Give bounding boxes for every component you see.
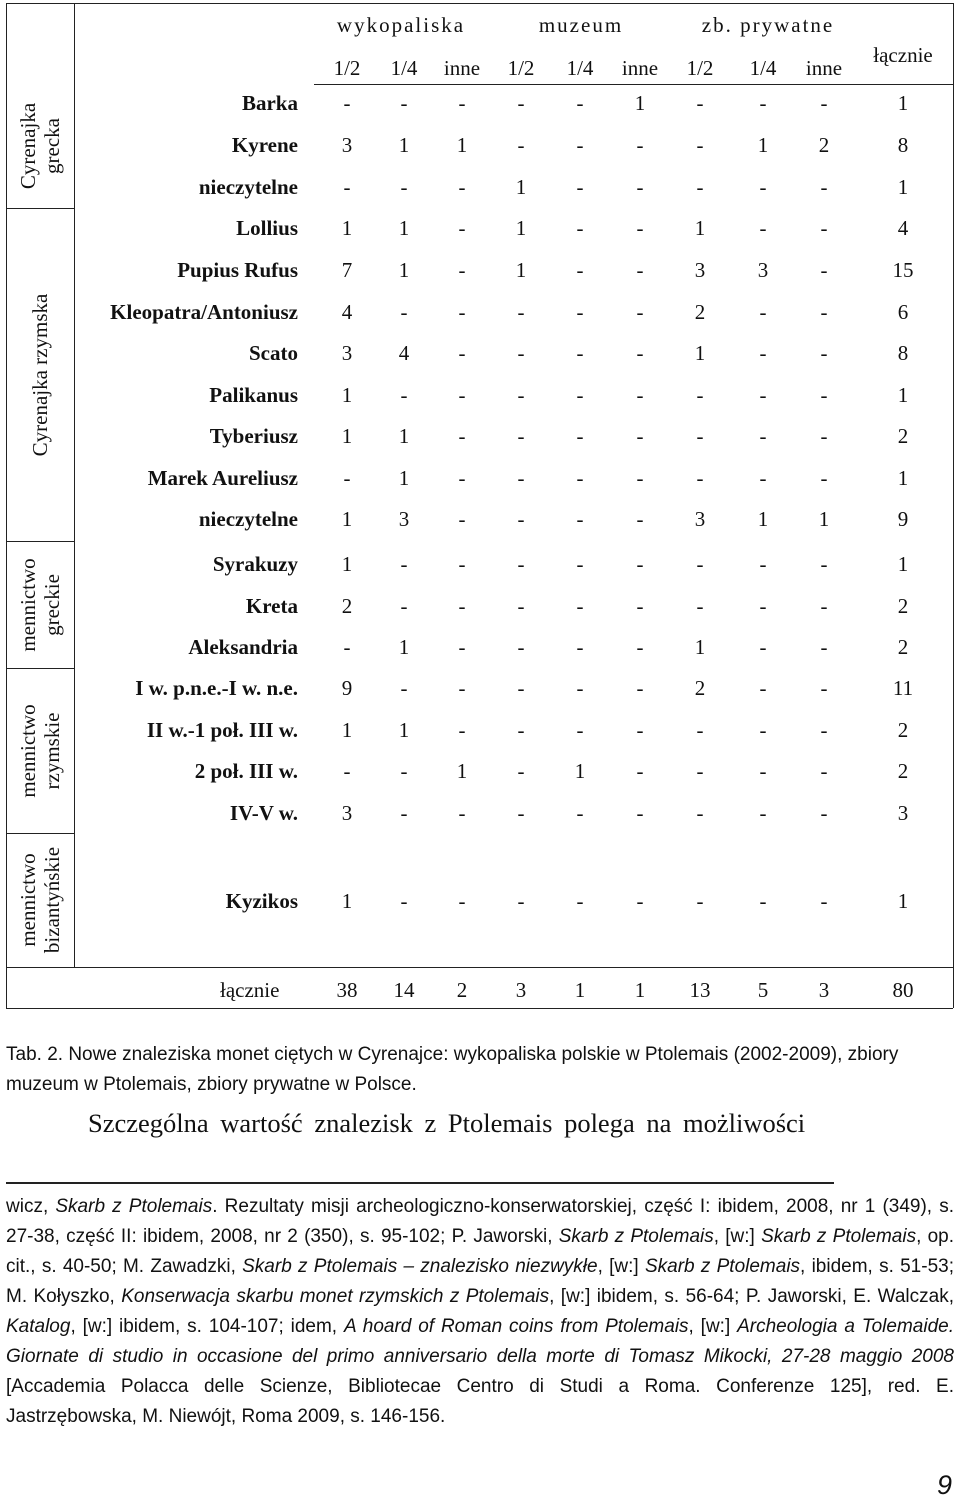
table-cell: -	[576, 801, 584, 825]
table-cell: 9	[341, 676, 353, 700]
table-cell: -	[759, 889, 767, 913]
table-cell: -	[458, 552, 466, 576]
table-cell: 3	[694, 258, 706, 282]
table-cell: -	[696, 801, 704, 825]
row-total: 15	[892, 258, 914, 282]
table-cell: 2	[694, 300, 706, 324]
totals-cell: 2	[456, 978, 468, 1002]
table-cell: -	[458, 91, 466, 115]
footnote-text: . Rezultaty misji archeologiczno-konserwatorskiej, część I: ibidem, 2008, nr 1 (349), s. 27-38, część II: ibidem, 2008, nr 2 (350), s. 95-102; P. Jaworski,	[6, 1196, 955, 1247]
table-cell: -	[759, 91, 767, 115]
column-group-header: zb. prywatne	[701, 13, 835, 37]
table-cell: 1	[341, 718, 353, 742]
table-cell: -	[636, 507, 644, 531]
table-cell: -	[759, 300, 767, 324]
table-cell: 1	[341, 216, 353, 240]
footnote-title: Skarb z Ptolemais	[761, 1226, 917, 1247]
table-cell: -	[576, 594, 584, 618]
table-cell: -	[400, 594, 408, 618]
table-rule-horizontal	[6, 967, 953, 968]
table-cell: -	[517, 552, 525, 576]
table-rule-horizontal	[314, 84, 953, 85]
table-cell: -	[517, 635, 525, 659]
table-cell: -	[696, 175, 704, 199]
table-cell: -	[696, 718, 704, 742]
table-cell: -	[458, 300, 466, 324]
table-cell: -	[400, 91, 408, 115]
table-cell: -	[820, 718, 828, 742]
table-cell: -	[636, 801, 644, 825]
table-cell: -	[458, 216, 466, 240]
totals-cell: 38	[336, 978, 358, 1002]
page-number: 9	[936, 1470, 952, 1500]
table-cell: 1	[398, 466, 410, 490]
total-column-header: łącznie	[873, 43, 933, 67]
table-cell: -	[636, 383, 644, 407]
table-cell: -	[696, 552, 704, 576]
footnote-text: , [w:] ibidem, s. 56-64; P. Jaworski, E. Walczak,	[549, 1286, 954, 1307]
table-cell: -	[400, 383, 408, 407]
table-cell: -	[820, 801, 828, 825]
section-label: mennictwo greckie	[16, 557, 64, 652]
table-cell: -	[458, 635, 466, 659]
table-cell: -	[820, 216, 828, 240]
table-cell: 1	[341, 552, 353, 576]
section-label: mennictwo rzymskie	[16, 703, 64, 798]
table-cell: 3	[757, 258, 769, 282]
footnote-rule	[6, 1182, 834, 1184]
table-cell: -	[576, 300, 584, 324]
table-cell: -	[458, 889, 466, 913]
table-cell: -	[517, 676, 525, 700]
table-cell: 3	[398, 507, 410, 531]
table-cell: -	[517, 594, 525, 618]
footnote-title: A hoard of Roman coins from Ptolemais	[343, 1316, 689, 1337]
table-cell: -	[636, 759, 644, 783]
subcolumn-header: 1/4	[749, 56, 777, 80]
row-total: 1	[897, 552, 909, 576]
table-cell: -	[636, 718, 644, 742]
footnote-text: , ibidem, s. 51-53; M. Kołyszko,	[6, 1256, 954, 1307]
totals-cell: 1	[634, 978, 646, 1002]
table-cell: -	[458, 676, 466, 700]
table-cell: -	[343, 466, 351, 490]
footnote-text: [Accademia Polacca delle Scienze, Bibliotecae Centro di Studi a Roma. Conferenze 125], red. E. Jastrzębowska, M. Niewójt, Roma 2009, s. 146-156.	[6, 1376, 954, 1427]
table-cell: -	[458, 507, 466, 531]
table-cell: -	[458, 383, 466, 407]
table-cell: -	[759, 175, 767, 199]
table-cell: -	[458, 258, 466, 282]
table-cell: -	[576, 258, 584, 282]
table-cell: -	[400, 889, 408, 913]
table-cell: -	[636, 889, 644, 913]
table-cell: 1	[694, 341, 706, 365]
table-cell: -	[458, 594, 466, 618]
table-cell: 1	[398, 216, 410, 240]
table-cell: 1	[515, 216, 527, 240]
subcolumn-header: inne	[443, 56, 481, 80]
table-cell: -	[517, 759, 525, 783]
table-cell: -	[458, 718, 466, 742]
footnote	[6, 1192, 954, 1432]
table-cell: -	[517, 718, 525, 742]
table-cell: 1	[398, 718, 410, 742]
table-cell: -	[759, 466, 767, 490]
totals-cell: 13	[689, 978, 711, 1002]
row-total: 1	[897, 383, 909, 407]
table-cell: -	[820, 889, 828, 913]
row-total: 1	[897, 466, 909, 490]
table-cell: -	[517, 889, 525, 913]
table-cell: -	[576, 507, 584, 531]
table-cell: -	[400, 801, 408, 825]
row-label: Pupius Rufus	[177, 258, 298, 282]
table-cell: -	[696, 424, 704, 448]
table-cell: -	[820, 258, 828, 282]
table-cell: 2	[694, 676, 706, 700]
table-cell: -	[576, 889, 584, 913]
table-cell: 1	[398, 133, 410, 157]
table-cell: 3	[341, 133, 353, 157]
table-cell: -	[759, 216, 767, 240]
row-total: 3	[897, 801, 909, 825]
table-cell: -	[576, 466, 584, 490]
table-cell: -	[636, 175, 644, 199]
table-cell: -	[400, 300, 408, 324]
table-cell: -	[458, 424, 466, 448]
footnote-title: Archeologia a Tolemaide. Giornate di studio in occasione del primo anniversario della morte di Tomasz Mikocki, 27-28 maggio 2008	[6, 1316, 954, 1367]
subcolumn-header: 1/2	[507, 56, 535, 80]
table-cell: -	[820, 552, 828, 576]
table-cell: 1	[515, 175, 527, 199]
column-group-header: muzeum	[538, 13, 624, 37]
table-cell: 1	[398, 635, 410, 659]
table-cell: 3	[341, 341, 353, 365]
table-cell: -	[576, 175, 584, 199]
subcolumn-header: inne	[805, 56, 843, 80]
table-cell: -	[636, 552, 644, 576]
table-cell: -	[576, 216, 584, 240]
table-rule-horizontal	[6, 1008, 953, 1009]
table-cell: -	[636, 258, 644, 282]
totals-label: łącznie	[220, 978, 280, 1002]
table-cell: 3	[694, 507, 706, 531]
table-rule-horizontal	[6, 208, 74, 209]
row-label: Aleksandria	[188, 635, 298, 659]
table-cell: -	[820, 383, 828, 407]
row-label: nieczytelne	[198, 175, 298, 199]
table-cell: -	[759, 424, 767, 448]
table-cell: -	[636, 133, 644, 157]
subcolumn-header: 1/2	[686, 56, 714, 80]
table-cell: -	[696, 133, 704, 157]
row-total: 4	[897, 216, 909, 240]
table-cell: -	[696, 594, 704, 618]
table-cell: 1	[341, 424, 353, 448]
row-label: Barka	[241, 91, 298, 115]
table-cell: 3	[341, 801, 353, 825]
table-cell: -	[820, 300, 828, 324]
table-cell: -	[458, 801, 466, 825]
table-cell: -	[458, 341, 466, 365]
table-cell: -	[636, 676, 644, 700]
row-label: Syrakuzy	[212, 552, 298, 576]
table-cell: 4	[398, 341, 410, 365]
row-total: 2	[897, 635, 909, 659]
table-cell: -	[576, 341, 584, 365]
row-label: IV-V w.	[229, 801, 298, 825]
table-cell: -	[517, 801, 525, 825]
row-label: I w. p.n.e.-I w. n.e.	[135, 676, 298, 700]
table-cell: 1	[456, 133, 468, 157]
table-cell: -	[576, 718, 584, 742]
table-cell: -	[759, 676, 767, 700]
table-rule-horizontal	[6, 668, 74, 669]
table-cell: -	[820, 635, 828, 659]
row-total: 6	[897, 300, 909, 324]
table-cell: -	[343, 175, 351, 199]
footnote-text: wicz,	[6, 1196, 56, 1217]
table-cell: -	[517, 91, 525, 115]
table-cell: 1	[398, 424, 410, 448]
row-total: 8	[897, 341, 909, 365]
table-cell: -	[576, 91, 584, 115]
table-cell: -	[696, 91, 704, 115]
row-total: 2	[897, 594, 909, 618]
table-cell: 1	[694, 216, 706, 240]
row-total: 2	[897, 759, 909, 783]
table-cell: 2	[818, 133, 830, 157]
table-cell: -	[759, 759, 767, 783]
table-cell: -	[517, 383, 525, 407]
table-cell: -	[759, 635, 767, 659]
section-label: Cyrenajka grecka	[16, 102, 64, 190]
table-cell: 1	[694, 635, 706, 659]
table-cell: -	[517, 341, 525, 365]
table-cell: -	[696, 889, 704, 913]
totals-cell: 1	[574, 978, 586, 1002]
table-cell: -	[636, 635, 644, 659]
totals-cell: 14	[393, 978, 415, 1002]
row-total: 2	[897, 424, 909, 448]
table-caption: Tab. 2. Nowe znaleziska monet ciętych w Cyrenajce: wykopaliska polskie w Ptolemais (2002-2009), zbiory muzeum w Ptolemais, zbiory prywatne w Polsce.	[6, 1044, 899, 1095]
row-label: Marek Aureliusz	[147, 466, 298, 490]
table-cell: -	[820, 466, 828, 490]
table-cell: -	[636, 466, 644, 490]
footnote-title: Katalog	[6, 1316, 71, 1337]
row-total: 1	[897, 889, 909, 913]
subcolumn-header: 1/4	[390, 56, 418, 80]
table-cell: 1	[341, 889, 353, 913]
footnote-title: Skarb z Ptolemais	[558, 1226, 714, 1247]
table-cell: -	[576, 133, 584, 157]
table-cell: -	[400, 759, 408, 783]
table-cell: 4	[341, 300, 353, 324]
footnote-text: , [w:]	[713, 1226, 762, 1247]
table-rule-horizontal	[6, 833, 74, 834]
table-cell: -	[400, 175, 408, 199]
table-cell: 1	[818, 507, 830, 531]
table-cell: -	[636, 424, 644, 448]
footnote-title: Skarb z Ptolemais – znalezisko niezwykłe	[242, 1256, 598, 1277]
totals-cell: 3	[818, 978, 830, 1002]
row-total: 11	[892, 676, 914, 700]
table-cell: -	[820, 91, 828, 115]
table-cell: -	[576, 552, 584, 576]
grand-total: 80	[892, 978, 914, 1002]
row-label: Kyzikos	[225, 889, 298, 913]
table-cell: -	[517, 507, 525, 531]
table-cell: -	[517, 466, 525, 490]
row-total: 1	[897, 175, 909, 199]
table-cell: 1	[341, 383, 353, 407]
table-cell: 1	[757, 507, 769, 531]
table-cell: 1	[515, 258, 527, 282]
section-label: Cyrenajka rzymska	[28, 293, 52, 456]
row-label: 2 poł. III w.	[194, 759, 298, 783]
table-cell: -	[517, 424, 525, 448]
table-cell: -	[636, 341, 644, 365]
row-label: Tyberiusz	[209, 424, 298, 448]
subcolumn-header: inne	[621, 56, 659, 80]
subcolumn-header: 1/2	[333, 56, 361, 80]
row-label: II w.-1 poł. III w.	[146, 718, 298, 742]
row-total: 9	[897, 507, 909, 531]
body-text: Szczególna wartość znalezisk z Ptolemais polega na możliwości	[88, 1108, 806, 1138]
table-cell: -	[576, 635, 584, 659]
table-cell: -	[696, 759, 704, 783]
column-group-header: wykopaliska	[336, 13, 466, 37]
footnote-title: Konserwacja skarbu monet rzymskich z Ptolemais	[121, 1286, 550, 1307]
row-total: 1	[897, 91, 909, 115]
subcolumn-header: 1/4	[566, 56, 594, 80]
footnote-text: , [w:]	[597, 1256, 645, 1277]
row-label: Kleopatra/Antoniusz	[110, 300, 298, 324]
table-cell: 1	[456, 759, 468, 783]
table-cell: 2	[341, 594, 353, 618]
row-total: 8	[897, 133, 909, 157]
table-cell: -	[820, 424, 828, 448]
table-cell: -	[759, 594, 767, 618]
table-cell: -	[820, 594, 828, 618]
table-cell: -	[696, 383, 704, 407]
table-cell: -	[759, 341, 767, 365]
table-cell: -	[636, 300, 644, 324]
table-cell: -	[343, 91, 351, 115]
table-cell: -	[343, 759, 351, 783]
table-cell: -	[400, 552, 408, 576]
row-label: Palikanus	[209, 383, 298, 407]
row-label: Kyrene	[231, 133, 298, 157]
row-label: Kreta	[245, 594, 298, 618]
table-cell: -	[696, 466, 704, 490]
footnote-text: , [w:] ibidem, s. 104-107; idem,	[70, 1316, 344, 1337]
table-cell: -	[576, 676, 584, 700]
table-cell: 1	[634, 91, 646, 115]
table-cell: -	[343, 635, 351, 659]
table-cell: 1	[398, 258, 410, 282]
table-cell: 7	[341, 258, 353, 282]
footnote-title: Skarb z Ptolemais	[55, 1196, 213, 1217]
table-cell: -	[820, 175, 828, 199]
row-label: nieczytelne	[198, 507, 298, 531]
footnote-title: Skarb z Ptolemais	[644, 1256, 801, 1277]
table-rule-vertical	[953, 3, 954, 1008]
table-cell: -	[759, 383, 767, 407]
table-cell: -	[517, 133, 525, 157]
row-label: Lollius	[236, 216, 298, 240]
coin-table	[6, 3, 953, 1008]
table-cell: 1	[341, 507, 353, 531]
table-cell: -	[400, 676, 408, 700]
footnote-text: , op. cit., s. 40-50; M. Zawadzki,	[6, 1226, 954, 1277]
table-cell: -	[759, 801, 767, 825]
section-label: mennictwo bizantyńskie	[16, 846, 64, 954]
table-cell: -	[820, 759, 828, 783]
table-cell: -	[759, 718, 767, 742]
table-cell: -	[636, 216, 644, 240]
table-cell: -	[458, 466, 466, 490]
table-rule-horizontal	[6, 541, 74, 542]
table-cell: -	[517, 300, 525, 324]
row-total: 2	[897, 718, 909, 742]
table-cell: -	[820, 676, 828, 700]
row-label: Scato	[249, 341, 298, 365]
table-cell: -	[820, 341, 828, 365]
table-rule-horizontal	[6, 3, 953, 4]
totals-cell: 5	[757, 978, 769, 1002]
table-cell: 1	[757, 133, 769, 157]
table-cell: -	[636, 594, 644, 618]
table-cell: -	[458, 175, 466, 199]
table-cell: -	[576, 424, 584, 448]
table-cell: 1	[574, 759, 586, 783]
table-cell: -	[759, 552, 767, 576]
footnote-text: , [w:]	[688, 1316, 738, 1337]
table-cell: -	[576, 383, 584, 407]
totals-cell: 3	[515, 978, 527, 1002]
